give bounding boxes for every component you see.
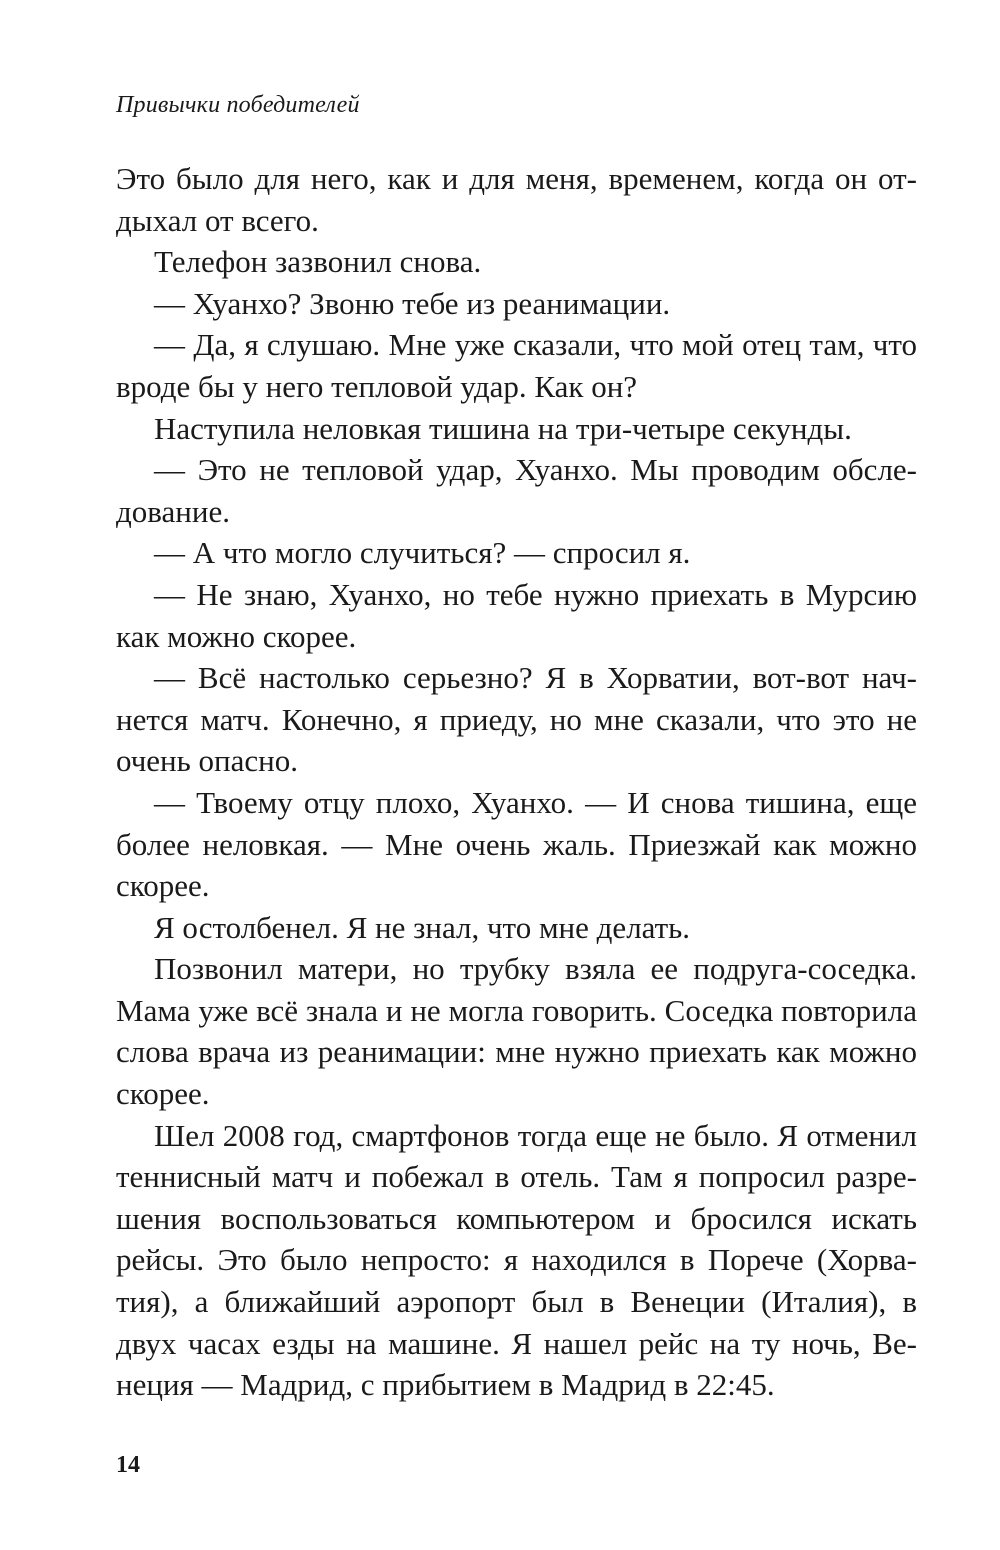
paragraph: — Всё настолько серьезно? Я в Хорватии, вот-вот начнется матч. Конечно, я приеду, но мне сказали, что это не очень опасно. bbox=[116, 660, 917, 779]
running-header: Привычки победителей bbox=[116, 92, 360, 118]
paragraph: — Не знаю, Хуанхо, но тебе нужно приехать в Мурсию как можно скорее. bbox=[116, 576, 917, 654]
paragraph: Шел 2008 год, смартфонов тогда еще не было. Я отменил теннисный матч и побежал в отель. Там я попросил разрешения воспользоваться компьютером и бросился искать рейсы. Это было непросто: я находился в Порече (Хорватия), а ближайший аэропорт был в Венеции (Италия), в двух часах езды на машине. Я нашел рейс на ту ночь, Венеция — Мадрид, с прибытием в Мадрид в 22:45. bbox=[116, 1117, 917, 1403]
paragraph: — Твоему отцу плохо, Хуанхо. — И снова тишина, еще более неловкая. — Мне очень жаль. Приезжай как можно скорее. bbox=[116, 784, 917, 904]
paragraph: Это было для него, как и для меня, временем, когда он отдыхал от всего. bbox=[116, 161, 917, 238]
paragraph: Позвонил матери, но трубку взяла ее подруга-соседка. Мама уже всё знала и не могла говорить. Соседка повторила слова врача из реанимации: мне нужно приехать как можно скорее. bbox=[116, 951, 917, 1112]
paragraph: — Да, я слушаю. Мне уже сказали, что мой отец там, что вроде бы у него тепловой удар. Как он? bbox=[116, 327, 917, 404]
paragraph: Я остолбенел. Я не знал, что мне делать. bbox=[154, 909, 691, 945]
paragraph: Телефон зазвонил снова. bbox=[154, 244, 482, 280]
page-number: 14 bbox=[116, 1452, 140, 1478]
paragraph: — А что могло случиться? — спросил я. bbox=[154, 535, 691, 571]
body-text bbox=[116, 158, 917, 1406]
paragraph: Наступила неловкая тишина на три-четыре секунды. bbox=[154, 410, 852, 446]
paragraph: — Хуанхо? Звоню тебе из реанимации. bbox=[154, 285, 671, 321]
paragraph: — Это не тепловой удар, Хуанхо. Мы проводим обследование. bbox=[116, 452, 917, 529]
